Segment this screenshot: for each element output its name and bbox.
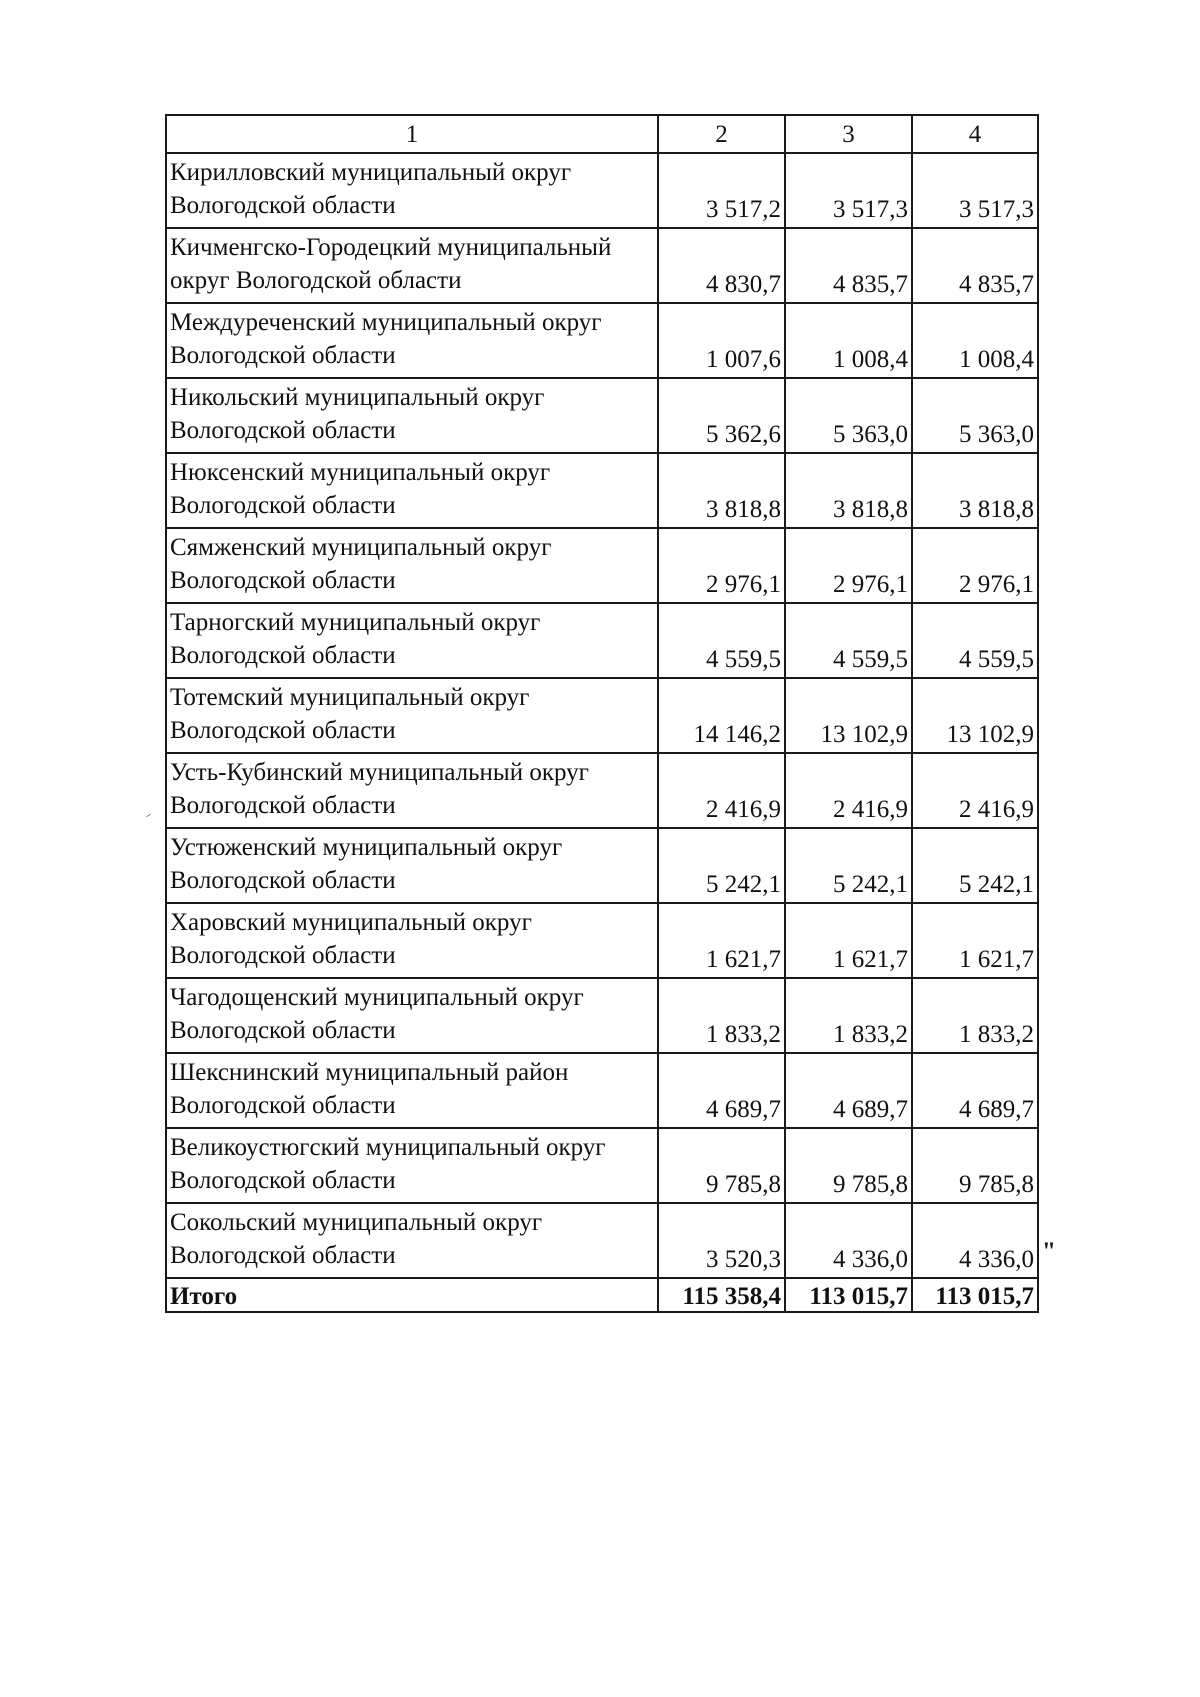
municipality-name: Никольский муниципальный округ Вологодской области — [166, 378, 658, 453]
table-row — [166, 603, 1038, 678]
total-col-2: 115 358,4 — [658, 1278, 785, 1312]
value-col-4: 3 517,3 — [912, 153, 1038, 228]
value-col-4: 13 102,9 — [912, 678, 1038, 753]
table-row — [166, 678, 1038, 753]
value-col-3: 5 242,1 — [785, 828, 912, 903]
table-row — [166, 228, 1038, 303]
value-col-2: 5 362,6 — [658, 378, 785, 453]
value-col-2: 4 830,7 — [658, 228, 785, 303]
value-col-2: 1 833,2 — [658, 978, 785, 1053]
header-col-3: 3 — [785, 115, 912, 153]
table-row — [166, 1203, 1038, 1278]
value-col-4: 5 363,0 — [912, 378, 1038, 453]
value-col-2: 2 416,9 — [658, 753, 785, 828]
value-col-2: 1 007,6 — [658, 303, 785, 378]
value-col-3: 3 517,3 — [785, 153, 912, 228]
municipality-name: Сокольский муниципальный округ Вологодской области — [166, 1203, 658, 1278]
value-col-3: 2 976,1 — [785, 528, 912, 603]
table-row — [166, 1128, 1038, 1203]
value-col-2: 5 242,1 — [658, 828, 785, 903]
table-row — [166, 453, 1038, 528]
value-col-3: 3 818,8 — [785, 453, 912, 528]
value-col-3: 5 363,0 — [785, 378, 912, 453]
value-col-4: 1 833,2 — [912, 978, 1038, 1053]
value-col-3: 1 621,7 — [785, 903, 912, 978]
municipality-name: Шекснинский муниципальный район Вологодской области — [166, 1053, 658, 1128]
value-col-3: 4 689,7 — [785, 1053, 912, 1128]
header-col-2: 2 — [658, 115, 785, 153]
municipality-name: Кирилловский муниципальный округ Вологодской области — [166, 153, 658, 228]
closing-quote-mark: " — [1042, 1238, 1056, 1265]
value-col-4: 1 621,7 — [912, 903, 1038, 978]
table-row — [166, 153, 1038, 228]
value-col-2: 3 818,8 — [658, 453, 785, 528]
total-row — [166, 1278, 1038, 1312]
value-col-4: 9 785,8 — [912, 1128, 1038, 1203]
value-col-4: 1 008,4 — [912, 303, 1038, 378]
municipality-name: Чагодощенский муниципальный округ Вологодской области — [166, 978, 658, 1053]
municipality-name: Устюженский муниципальный округ Вологодской области — [166, 828, 658, 903]
allocation-table — [165, 114, 1039, 1313]
value-col-3: 1 008,4 — [785, 303, 912, 378]
table-body — [166, 115, 1038, 1312]
value-col-2: 9 785,8 — [658, 1128, 785, 1203]
table-row — [166, 753, 1038, 828]
value-col-2: 2 976,1 — [658, 528, 785, 603]
value-col-4: 4 336,0 — [912, 1203, 1038, 1278]
municipality-name: Великоустюгский муниципальный округ Вологодской области — [166, 1128, 658, 1203]
value-col-4: 4 689,7 — [912, 1053, 1038, 1128]
value-col-3: 9 785,8 — [785, 1128, 912, 1203]
municipality-name: Тотемский муниципальный округ Вологодской области — [166, 678, 658, 753]
table-row — [166, 903, 1038, 978]
municipality-name: Тарногский муниципальный округ Вологодской области — [166, 603, 658, 678]
table-row — [166, 1053, 1038, 1128]
value-col-3: 4 559,5 — [785, 603, 912, 678]
value-col-3: 2 416,9 — [785, 753, 912, 828]
total-col-3: 113 015,7 — [785, 1278, 912, 1312]
value-col-2: 4 559,5 — [658, 603, 785, 678]
municipality-name: Харовский муниципальный округ Вологодской области — [166, 903, 658, 978]
municipality-name: Усть-Кубинский муниципальный округ Вологодской области — [166, 753, 658, 828]
table-header-row — [166, 115, 1038, 153]
table-row — [166, 828, 1038, 903]
table-row — [166, 978, 1038, 1053]
table-row — [166, 378, 1038, 453]
scan-speck — [146, 814, 151, 817]
municipality-name: Кичменгско-Городецкий муниципальный округ Вологодской области — [166, 228, 658, 303]
municipality-name: Сямженский муниципальный округ Вологодской области — [166, 528, 658, 603]
value-col-4: 4 559,5 — [912, 603, 1038, 678]
total-col-4: 113 015,7 — [912, 1278, 1038, 1312]
value-col-3: 4 336,0 — [785, 1203, 912, 1278]
value-col-3: 13 102,9 — [785, 678, 912, 753]
value-col-2: 3 517,2 — [658, 153, 785, 228]
value-col-2: 3 520,3 — [658, 1203, 785, 1278]
municipality-name: Междуреченский муниципальный округ Вологодской области — [166, 303, 658, 378]
value-col-4: 2 976,1 — [912, 528, 1038, 603]
value-col-4: 2 416,9 — [912, 753, 1038, 828]
value-col-2: 1 621,7 — [658, 903, 785, 978]
value-col-4: 3 818,8 — [912, 453, 1038, 528]
value-col-3: 1 833,2 — [785, 978, 912, 1053]
total-label: Итого — [166, 1278, 658, 1312]
value-col-2: 14 146,2 — [658, 678, 785, 753]
value-col-4: 4 835,7 — [912, 228, 1038, 303]
header-col-1: 1 — [166, 115, 658, 153]
table-row — [166, 303, 1038, 378]
value-col-2: 4 689,7 — [658, 1053, 785, 1128]
value-col-4: 5 242,1 — [912, 828, 1038, 903]
value-col-3: 4 835,7 — [785, 228, 912, 303]
table-row — [166, 528, 1038, 603]
municipality-name: Нюксенский муниципальный округ Вологодской области — [166, 453, 658, 528]
header-col-4: 4 — [912, 115, 1038, 153]
